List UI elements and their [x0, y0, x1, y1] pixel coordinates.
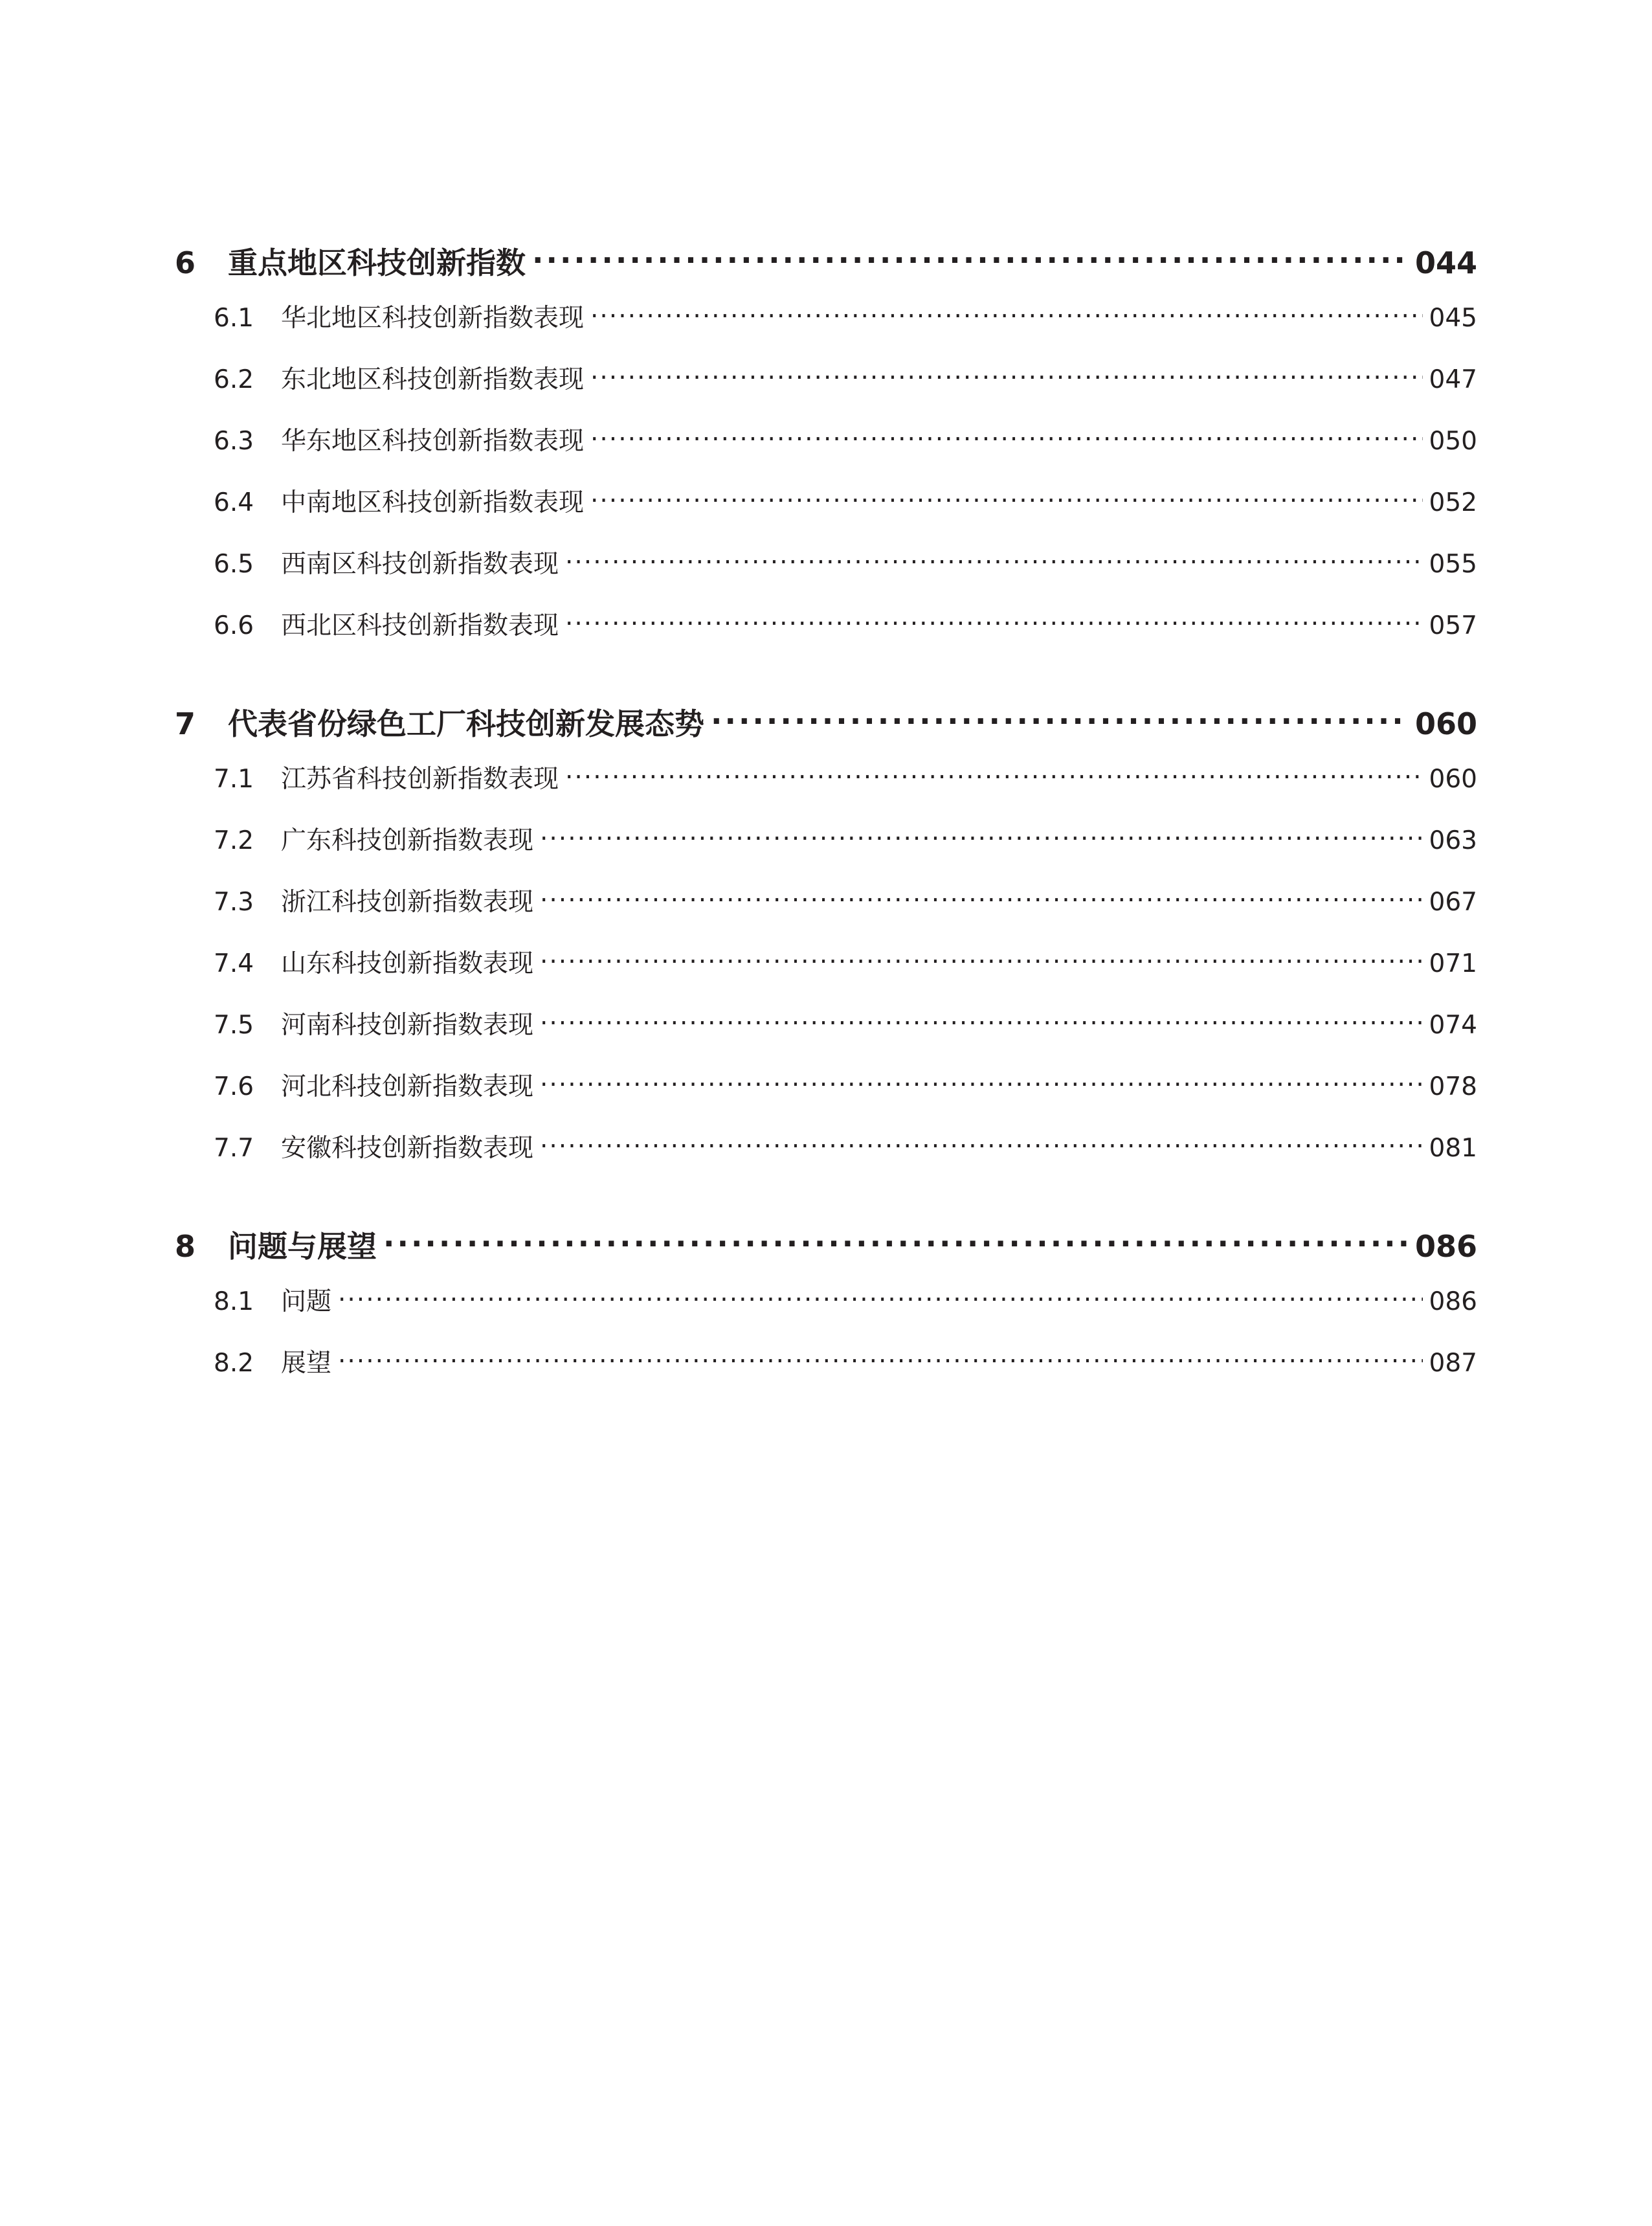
- section-number: 7.2: [214, 826, 254, 855]
- dot-leader: [590, 363, 1423, 388]
- table-of-contents: [175, 240, 1477, 1404]
- section-title: 华东地区科技创新指数表现: [281, 427, 585, 456]
- toc-section-6-2[interactable]: [175, 359, 1477, 421]
- section-number: 6.2: [214, 365, 254, 394]
- section-page-number: 055: [1429, 550, 1477, 579]
- dot-leader: [590, 424, 1423, 449]
- dot-leader: [590, 486, 1423, 511]
- section-title: 浙江科技创新指数表现: [281, 888, 534, 917]
- section-number: 6.4: [214, 488, 254, 517]
- section-title: 展望: [281, 1349, 332, 1378]
- section-title: 问题: [281, 1287, 332, 1316]
- dot-leader: [338, 1346, 1423, 1371]
- toc-section-6-4[interactable]: [175, 482, 1477, 544]
- section-page-number: 074: [1429, 1011, 1477, 1040]
- toc-chapter-6[interactable]: [175, 240, 1477, 298]
- dot-leader: [540, 885, 1423, 910]
- section-page-number: 050: [1429, 427, 1477, 456]
- dot-leader: [532, 243, 1409, 273]
- section-number: 6.6: [214, 611, 254, 640]
- toc-section-7-2[interactable]: [175, 820, 1477, 882]
- chapter-page-number: 044: [1414, 245, 1477, 280]
- toc-section-8-2[interactable]: [175, 1343, 1477, 1404]
- toc-section-7-6[interactable]: [175, 1066, 1477, 1128]
- toc-section-7-7[interactable]: [175, 1128, 1477, 1189]
- section-page-number: 078: [1429, 1072, 1477, 1101]
- section-title: 中南地区科技创新指数表现: [281, 488, 585, 517]
- dot-leader: [338, 1285, 1423, 1310]
- section-number: 7.6: [214, 1072, 254, 1101]
- section-title: 江苏省科技创新指数表现: [281, 765, 559, 794]
- dot-leader: [540, 1070, 1423, 1095]
- section-page-number: 047: [1429, 365, 1477, 394]
- toc-section-7-1[interactable]: [175, 759, 1477, 820]
- section-number: 7.7: [214, 1134, 254, 1163]
- section-title: 东北地区科技创新指数表现: [281, 365, 585, 394]
- section-number: 6.3: [214, 427, 254, 456]
- chapter-page-number: 086: [1414, 1229, 1477, 1264]
- section-page-number: 060: [1429, 765, 1477, 794]
- section-page-number: 045: [1429, 304, 1477, 333]
- section-number: 7.4: [214, 949, 254, 978]
- toc-section-6-6[interactable]: [175, 605, 1477, 667]
- dot-leader: [540, 1008, 1423, 1033]
- section-title: 广东科技创新指数表现: [281, 826, 534, 855]
- section-page-number: 052: [1429, 488, 1477, 517]
- section-number: 6.1: [214, 304, 254, 333]
- chapter-title: 代表省份绿色工厂科技创新发展态势: [228, 706, 704, 741]
- section-page-number: 087: [1429, 1349, 1477, 1378]
- section-title: 华北地区科技创新指数表现: [281, 304, 585, 333]
- section-title: 山东科技创新指数表现: [281, 949, 534, 978]
- toc-section-6-5[interactable]: [175, 544, 1477, 605]
- dot-leader: [540, 824, 1423, 849]
- dot-leader: [565, 609, 1423, 634]
- toc-section-6-3[interactable]: [175, 421, 1477, 482]
- chapter-number: 8: [175, 1229, 196, 1264]
- section-number: 7.5: [214, 1011, 254, 1040]
- toc-section-6-1[interactable]: [175, 298, 1477, 359]
- section-page-number: 063: [1429, 826, 1477, 855]
- section-page-number: 071: [1429, 949, 1477, 978]
- dot-leader: [565, 762, 1423, 787]
- toc-section-8-1[interactable]: [175, 1281, 1477, 1343]
- toc-chapter-7[interactable]: [175, 701, 1477, 759]
- dot-leader: [590, 301, 1423, 326]
- dot-leader: [540, 1131, 1423, 1156]
- section-number: 8.1: [214, 1287, 254, 1316]
- toc-section-7-4[interactable]: [175, 943, 1477, 1005]
- section-number: 7.3: [214, 888, 254, 917]
- section-page-number: 081: [1429, 1134, 1477, 1163]
- dot-leader: [383, 1227, 1409, 1257]
- toc-section-7-3[interactable]: [175, 882, 1477, 943]
- section-title: 河北科技创新指数表现: [281, 1072, 534, 1101]
- section-page-number: 067: [1429, 888, 1477, 917]
- section-page-number: 086: [1429, 1287, 1477, 1316]
- chapter-number: 7: [175, 706, 196, 741]
- toc-chapter-8[interactable]: [175, 1223, 1477, 1281]
- chapter-number: 6: [175, 245, 196, 280]
- chapter-title: 问题与展望: [228, 1229, 377, 1264]
- chapter-title: 重点地区科技创新指数: [228, 245, 526, 280]
- toc-section-7-5[interactable]: [175, 1005, 1477, 1066]
- section-number: 6.5: [214, 550, 254, 579]
- section-title: 安徽科技创新指数表现: [281, 1134, 534, 1163]
- dot-leader: [711, 704, 1409, 734]
- section-number: 7.1: [214, 765, 254, 794]
- chapter-page-number: 060: [1414, 706, 1477, 741]
- section-number: 8.2: [214, 1349, 254, 1378]
- section-title: 西北区科技创新指数表现: [281, 611, 559, 640]
- dot-leader: [565, 547, 1423, 572]
- section-title: 河南科技创新指数表现: [281, 1011, 534, 1040]
- section-title: 西南区科技创新指数表现: [281, 550, 559, 579]
- section-page-number: 057: [1429, 611, 1477, 640]
- dot-leader: [540, 947, 1423, 972]
